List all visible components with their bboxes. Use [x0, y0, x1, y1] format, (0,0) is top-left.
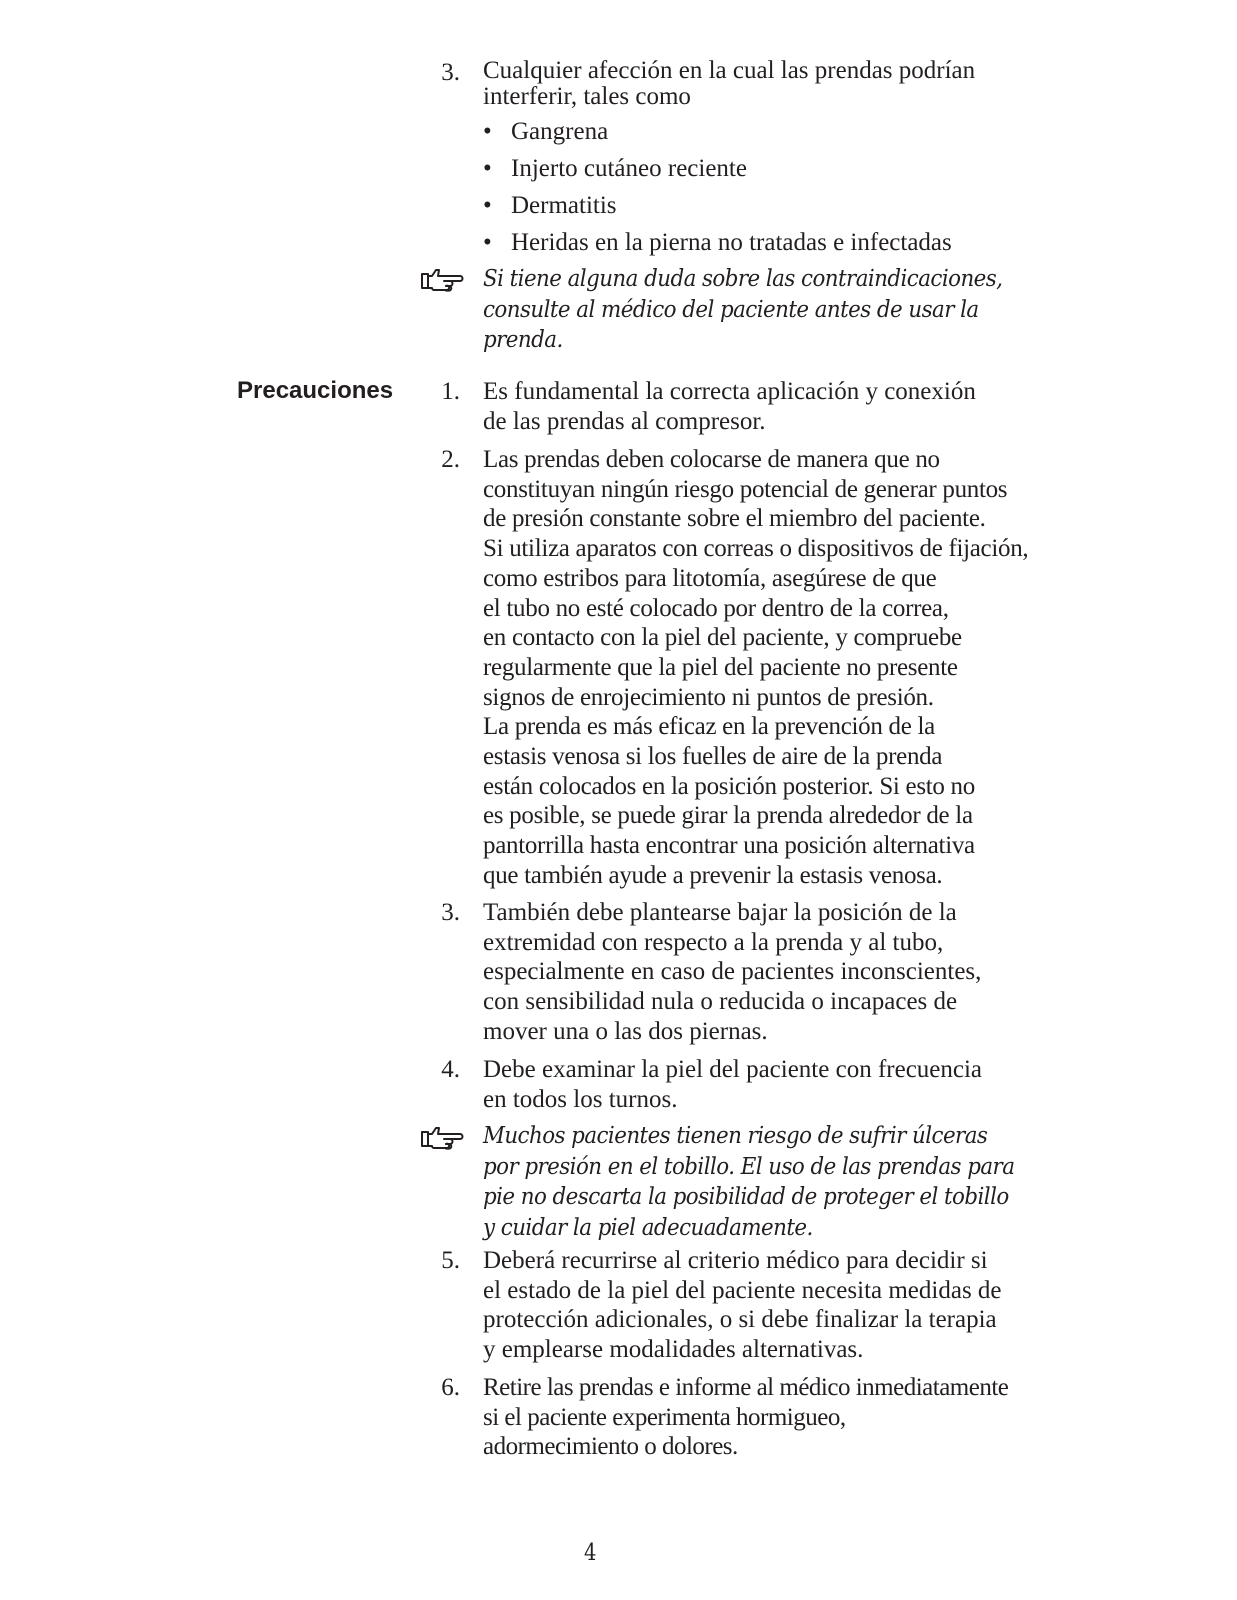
item-number: 2. [441, 446, 460, 473]
item-text: Es fundamental la correcta aplicación y conexión de las prendas al compresor. [483, 378, 976, 435]
item-number: 5. [441, 1247, 460, 1274]
bullet-item: • Heridas en la pierna no tratadas e infectadas [483, 229, 952, 256]
bullet-text: Gangrena [511, 118, 609, 145]
item-number: 6. [441, 1374, 460, 1401]
item-text: Cualquier afección en la cual las prendas podrían interferir, tales como [483, 57, 976, 110]
bullet-text: Injerto cutáneo reciente [511, 155, 747, 182]
bullet-text: Heridas en la pierna no tratadas e infectadas [511, 229, 952, 256]
pointing-hand-icon [420, 1124, 464, 1154]
item-number: 1. [441, 378, 460, 405]
bullet-item: • Injerto cutáneo reciente [483, 155, 747, 182]
bullet-item: • Dermatitis [483, 192, 617, 219]
item-text: Las prendas deben colocarse de manera que no constituyan ningún riesgo potencial de generar puntos de presión constante sobre el miembro del paciente. Si utiliza aparatos con correas o dispositivos de fijación, como estribos para litotomía, asegúrese de que el tubo no esté colocado por dentro de la correa, en contacto con la piel del paciente, y compruebe regularmente que la piel del paciente no presente signos de enrojecimiento ni puntos de presión. La prenda es más eficaz en la prevención de la estasis venosa si los fuelles de aire de la prenda están colocados en la posición posterior. Si esto no es posible, se puede girar la prenda alrededor de la pantorrilla hasta encontrar una posición alternativa que también ayude a prevenir la estasis venosa. [483, 446, 1029, 889]
page-number: 4 [584, 1540, 597, 1566]
bullet-item: • Gangrena [483, 118, 609, 145]
bullet-text: Dermatitis [511, 192, 617, 219]
section-heading-precauciones: Precauciones [237, 377, 394, 404]
item-number: 3. [441, 899, 460, 926]
item-number: 4. [441, 1056, 460, 1083]
item-text: Deberá recurrirse al criterio médico para decidir si el estado de la piel del paciente necesita medidas de protección adicionales, o si debe finalizar la terapia y emplearse modalidades alternativas. [483, 1247, 1002, 1364]
item-number: 3. [441, 59, 460, 86]
item-text: Retire las prendas e informe al médico inmediatamente si el paciente experimenta hormigueo, adormecimiento o dolores. [483, 1374, 1009, 1461]
note-contraindications: Si tiene alguna duda sobre las contraindicaciones, consulte al médico del paciente antes de usar la prenda. [483, 266, 1003, 353]
item-text: También debe plantearse bajar la posición de la extremidad con respecto a la prenda y al tubo, especialmente en caso de pacientes inconscientes, con sensibilidad nula o reducida o incapaces de mover una o las dos piernas. [483, 899, 982, 1045]
note-ankle-ulcers: Muchos pacientes tienen riesgo de sufrir úlceras por presión en el tobillo. El uso de las prendas para pie no descarta la posibilidad de proteger el tobillo y cuidar la piel adecuadamente. [483, 1123, 1015, 1241]
item-text: Debe examinar la piel del paciente con frecuencia en todos los turnos. [483, 1056, 983, 1113]
pointing-hand-icon [420, 266, 464, 296]
